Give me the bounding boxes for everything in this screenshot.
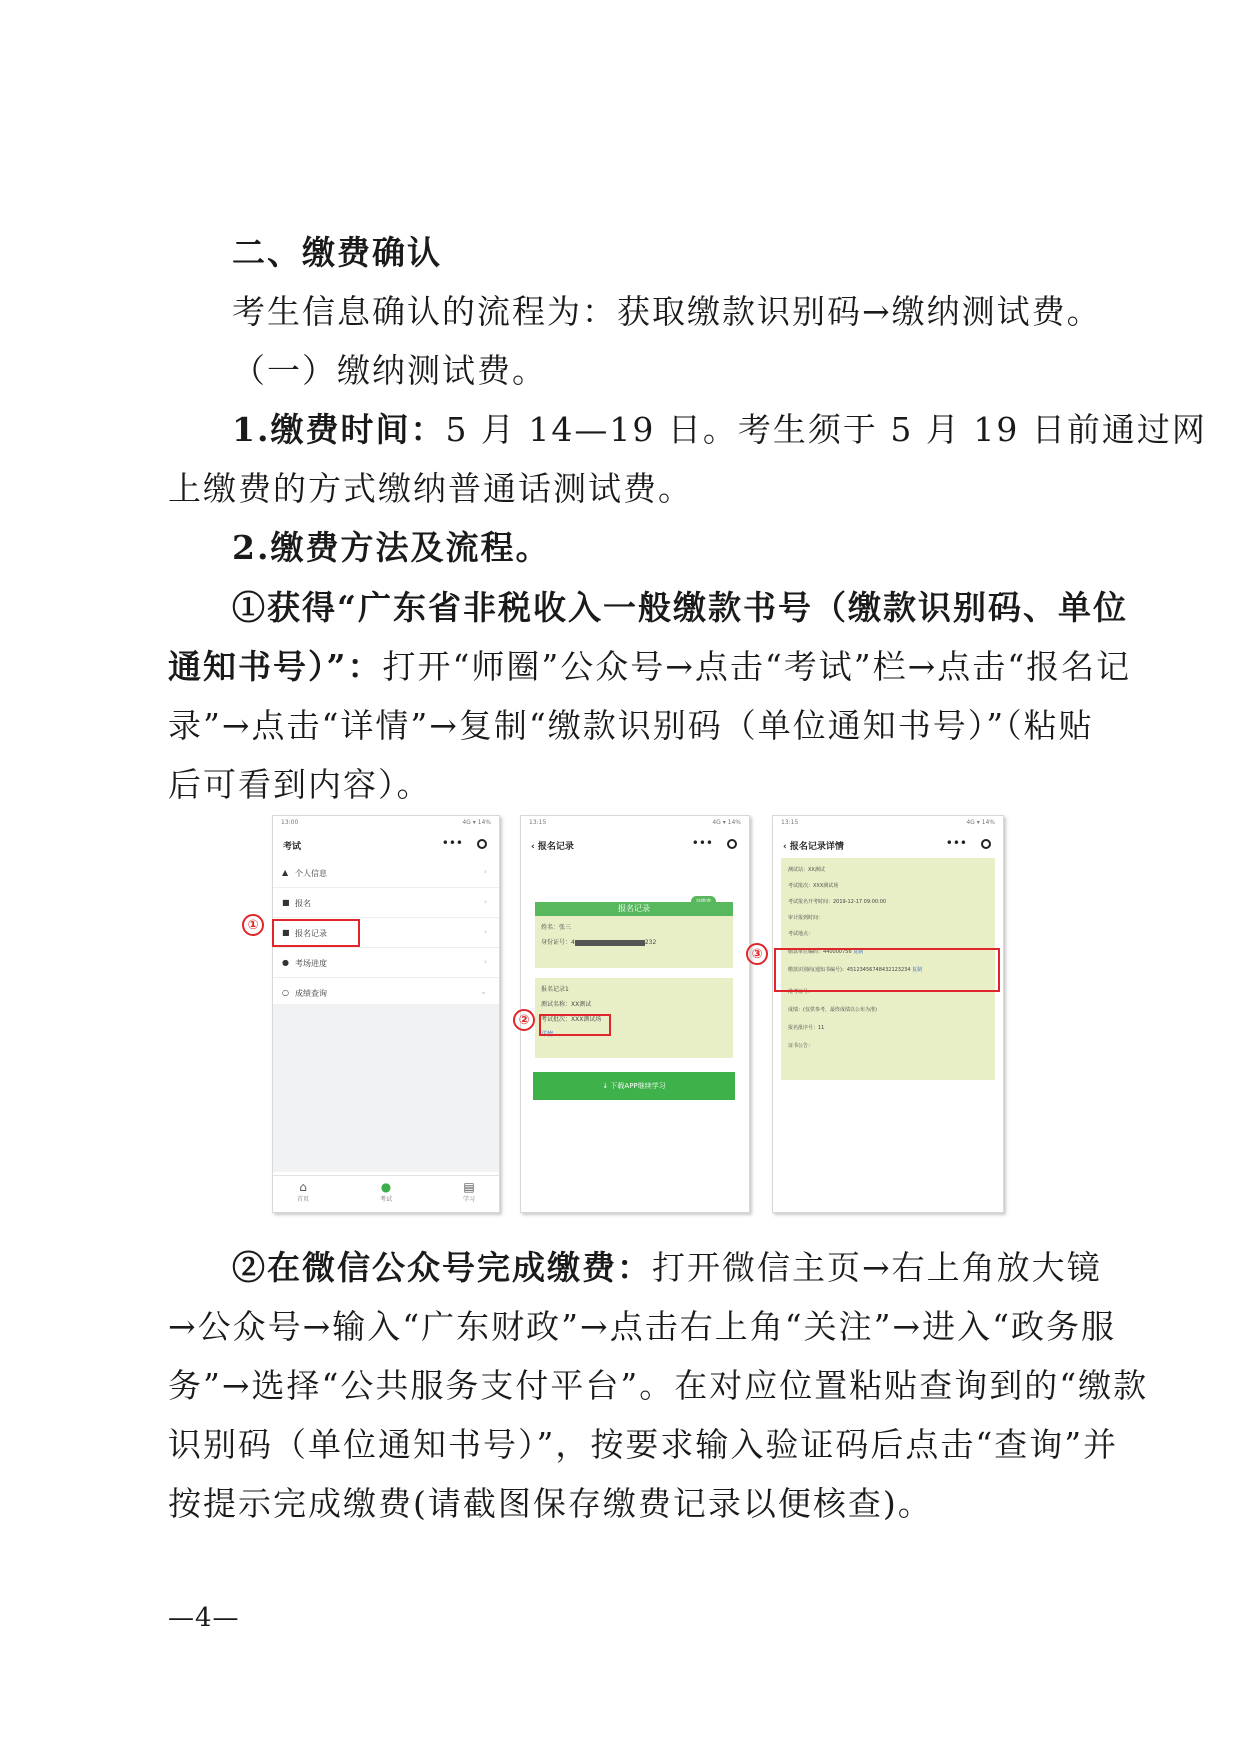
- item1-line2: 上缴费的方式缴纳普通话测试费。: [168, 469, 693, 508]
- item2-heading: 2.缴费方法及流程。: [232, 528, 551, 567]
- chevron-right-icon: ›: [483, 957, 487, 966]
- screen-title: ‹ 报名记录: [531, 842, 574, 852]
- highlight-detail-link: [539, 1014, 611, 1036]
- subsection-title: （一）缴纳测试费。: [232, 351, 547, 390]
- menu-item-registration-record[interactable]: ■ 报名记录 ›: [273, 918, 499, 948]
- callout-step-1: ①: [242, 914, 264, 936]
- chevron-right-icon: ›: [483, 897, 487, 906]
- page-number: —4—: [168, 1603, 240, 1633]
- redacted-bar: [575, 940, 645, 946]
- step2-line4: 识别码（单位通知书号）”，按要求输入验证码后点击“查询”并: [168, 1425, 1119, 1464]
- more-icon[interactable]: •••: [691, 836, 713, 850]
- menu-item-personal-info[interactable]: ▲ 个人信息 ›: [273, 858, 499, 888]
- result-icon: ○: [282, 988, 289, 997]
- detail-card: 测试站：XX测试 考试批次：XXX测试场 考试报名开考时间：2019-12-17 09:00:00 审计报到时间： 考试地点： 缴款单位编码：440000756 复制 缴款识别码(通知书编号)：45123456748432123234 复制 准考证号： 成绩：(仅供参考，最终成绩以公布为准) 报名批序号：11 证书公告：: [781, 858, 995, 1080]
- back-icon[interactable]: ‹: [783, 842, 790, 852]
- title-bar: [521, 834, 749, 856]
- record-card: [535, 902, 733, 968]
- step2-line1: [232, 1248, 1102, 1288]
- phone-screenshot-record-detail: [772, 815, 1004, 1213]
- step1-heading-line1: ①获得“广东省非税收入一般缴款书号（缴款识别码、单位: [232, 588, 1128, 627]
- tab-home[interactable]: ⌂ 首页: [283, 1180, 323, 1203]
- title-bar: [773, 834, 1003, 856]
- step2-text: 打开微信主页→右上角放大镜: [652, 1248, 1102, 1287]
- step1-line3: 录”→点击“详情”→复制“缴款识别码（单位通知书号）”（粘贴: [168, 706, 1094, 745]
- tab-study[interactable]: ▤ 学习: [449, 1180, 489, 1203]
- record-block: 报名记录1 测试名称：XX测试 考试批次：XXX测试场 详情: [535, 978, 733, 1058]
- status-bar: 13:15 4G ▾ 14%: [529, 819, 741, 826]
- target-icon[interactable]: [477, 839, 487, 849]
- step2-line2: →公众号→输入“广东财政”→点击右上角“关注”→进入“政务服: [168, 1307, 1116, 1346]
- menu-item-progress[interactable]: ● 考场进度 ›: [273, 948, 499, 978]
- download-app-button[interactable]: ↓ 下载APP继续学习: [533, 1072, 735, 1100]
- step1-heading-line2: 通知书号）”：: [168, 647, 383, 686]
- item1-line1: [232, 410, 1207, 450]
- chevron-right-icon: ›: [483, 867, 487, 876]
- status-bar: 13:15 4G ▾ 14%: [781, 819, 995, 826]
- step1-line4: 后可看到内容）。: [168, 765, 432, 804]
- study-icon: ▤: [463, 1180, 475, 1194]
- unit-code-row: 缴款单位编码：440000756 复制: [788, 949, 864, 955]
- exam-icon: ●: [380, 1180, 392, 1194]
- more-icon[interactable]: •••: [441, 836, 463, 850]
- step2-heading: ②在微信公众号完成缴费：: [232, 1248, 652, 1287]
- back-icon[interactable]: ‹: [531, 842, 538, 852]
- step1-line2: [168, 647, 1131, 687]
- highlight-registration-record: [272, 919, 360, 947]
- more-icon[interactable]: •••: [945, 836, 967, 850]
- menu-item-register[interactable]: ■ 报名 ›: [273, 888, 499, 918]
- chevron-right-icon: ›: [483, 927, 487, 936]
- step1-text: 打开“师圈”公众号→点击“考试”栏→点击“报名记: [382, 647, 1132, 686]
- highlight-payment-code: [774, 948, 1000, 992]
- section-heading: 二、缴费确认: [232, 233, 442, 272]
- payment-code-row: 缴款识别码(通知书编号)：45123456748432123234 复制: [788, 967, 923, 973]
- book-icon: ■: [282, 898, 290, 907]
- title-bar: [273, 834, 499, 856]
- intro-paragraph: 考生信息确认的流程为：获取缴款识别码→缴纳测试费。: [232, 292, 1102, 331]
- tab-exam[interactable]: ● 考试: [366, 1180, 406, 1203]
- chevron-down-icon: ⌄: [480, 987, 487, 996]
- tab-bar: [273, 1175, 499, 1212]
- copy-link[interactable]: 复制: [912, 967, 923, 973]
- callout-step-2: ②: [513, 1009, 535, 1031]
- record-card-header: 报名记录: [535, 902, 733, 916]
- item1-label: 1.缴费时间：: [232, 410, 446, 449]
- record-icon: ■: [282, 928, 290, 937]
- callout-step-3: ③: [746, 943, 768, 965]
- empty-area: [273, 1004, 499, 1172]
- phone-screenshot-exam: [272, 815, 500, 1213]
- screen-title: ‹ 报名记录详情: [783, 842, 844, 852]
- status-bar: 13:00 4G ▾ 14%: [281, 819, 491, 826]
- target-icon[interactable]: [727, 839, 737, 849]
- detail-link[interactable]: 详情: [541, 1031, 554, 1038]
- step2-line3: 务”→选择“公共服务支付平台”。在对应位置粘贴查询到的“缴款: [168, 1366, 1149, 1405]
- copy-link[interactable]: 复制: [853, 949, 864, 955]
- item1-text: 5 月 14—19 日。考生须于 5 月 19 日前通过网: [445, 410, 1207, 449]
- menu-item-results[interactable]: ○ 成绩查询 ⌄: [273, 978, 499, 1008]
- target-icon[interactable]: [981, 839, 991, 849]
- step2-line5: 按提示完成缴费(请截图保存缴费记录以便核查)。: [168, 1484, 933, 1523]
- screen-title: 考试: [283, 842, 302, 852]
- person-icon: ▲: [282, 868, 289, 877]
- name-row: 姓名：张三: [541, 924, 572, 931]
- id-row: 身份证号：4 232: [541, 939, 657, 946]
- home-icon: ⌂: [299, 1180, 307, 1194]
- progress-icon: ●: [282, 958, 289, 967]
